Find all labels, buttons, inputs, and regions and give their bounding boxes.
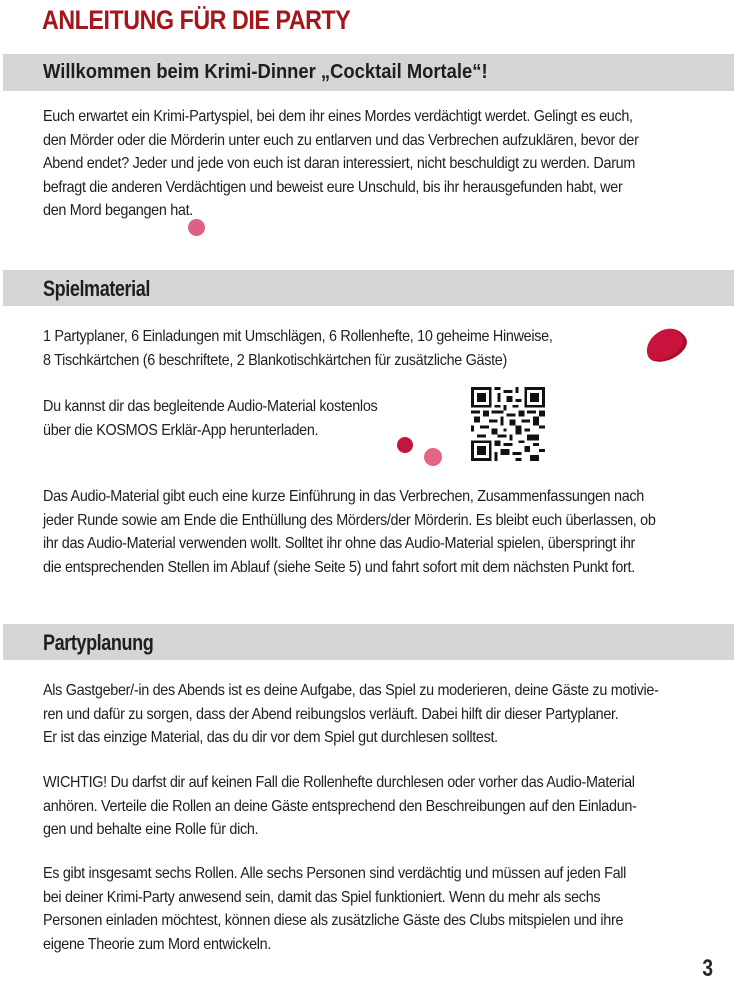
section-header-welcome [3, 54, 734, 91]
intro-paragraph [43, 105, 639, 223]
text-line: jeder Runde sowie am Ende die Enthüllung des Mörders/der Mörderin. Es bleibt euch überlassen, ob [43, 511, 656, 529]
text-line: Du kannst dir das begleitende Audio-Material kostenlos [43, 398, 378, 415]
text-line: über die KOSMOS Erklär-App herunterladen. [43, 421, 319, 439]
warning-paragraph [43, 771, 637, 842]
text-line: befragt die anderen Verdächtigen und beweist eure Unschuld, bis ihr herausgefunden habt, wer [43, 178, 623, 196]
blood-drop-icon [397, 437, 413, 453]
text-line: 1 Partyplaner, 6 Einladungen mit Umschlägen, 6 Rollenhefte, 10 geheime Hinweise, [43, 328, 553, 345]
text-line: Es gibt insgesamt sechs Rollen. Alle sechs Personen sind verdächtig und müssen auf jeden Fall [43, 865, 627, 882]
text-line: die entsprechenden Stellen im Ablauf (siehe Seite 5) und fahrt sofort mit dem nächsten Punkt fort. [43, 558, 635, 576]
audio-download-paragraph [43, 395, 377, 442]
text-line: Personen einladen möchtest, können diese als zusätzliche Gäste des Clubs mitspielen und ihre [43, 912, 624, 929]
section-heading: Willkommen beim Krimi-Dinner „Cocktail Mortale“! [43, 61, 488, 83]
qr-code-icon [471, 387, 545, 461]
text-line: Als Gastgeber/-in des Abends ist es deine Aufgabe, das Spiel zu moderieren, deine Gäste zu motivie- [43, 682, 659, 699]
section-heading: Spielmaterial [43, 276, 150, 301]
roles-paragraph [43, 862, 626, 956]
page-number: 3 [701, 955, 713, 982]
text-line: Er ist das einzige Material, das du dir vor dem Spiel gut durchlesen solltest. [43, 729, 498, 746]
text-line: den Mörder oder die Mörderin unter euch zu entlarven und das Verbrechen aufzuklären, bevor der [43, 131, 639, 149]
text-line: Abend endet? Jeder und jede von euch ist daran interessiert, nicht beschuldigt zu werden. Darum [43, 155, 636, 172]
audio-info-paragraph [43, 485, 656, 579]
material-list-paragraph [43, 325, 553, 372]
blood-splat-icon [424, 448, 442, 466]
text-line: WICHTIG! Du darfst dir auf keinen Fall die Rollenhefte durchlesen oder vorher das Audio-Material [43, 774, 635, 791]
text-line: Euch erwartet ein Krimi-Partyspiel, bei dem ihr eines Mordes verdächtigt werdet. Gelingt es euch, [43, 108, 633, 125]
text-line: eigene Theorie zum Mord entwickeln. [43, 935, 272, 953]
text-line: ihr das Audio-Material verwenden wollt. Solltet ihr ohne das Audio-Material spielen, überspringt ihr [43, 535, 636, 552]
blood-splat-icon [641, 323, 692, 368]
text-line: ren und dafür zu sorgen, dass der Abend reibungslos verläuft. Dabei hilft dir dieser Partyplaner. [43, 705, 619, 723]
text-line: bei deiner Krimi-Party anwesend sein, damit das Spiel funktioniert. Wenn du mehr als sechs [43, 888, 601, 906]
page-title: ANLEITUNG FÜR DIE PARTY [42, 5, 351, 35]
host-paragraph [43, 679, 659, 750]
section-heading: Partyplanung [43, 630, 154, 655]
text-line: anhören. Verteile die Rollen an deine Gäste entsprechend den Beschreibungen auf den Einladun- [43, 797, 637, 815]
section-header-partyplanung [3, 624, 734, 660]
section-header-spielmaterial [3, 270, 734, 306]
text-line: gen und behalte eine Rolle für dich. [43, 821, 259, 838]
text-line: den Mord begangen hat. [43, 202, 194, 219]
text-line: Das Audio-Material gibt euch eine kurze Einführung in das Verbrechen, Zusammenfassungen nach [43, 488, 645, 505]
blood-splat-icon [188, 219, 205, 236]
text-line: 8 Tischkärtchen (6 beschriftete, 2 Blankotischkärtchen für zusätzliche Gäste) [43, 351, 507, 369]
